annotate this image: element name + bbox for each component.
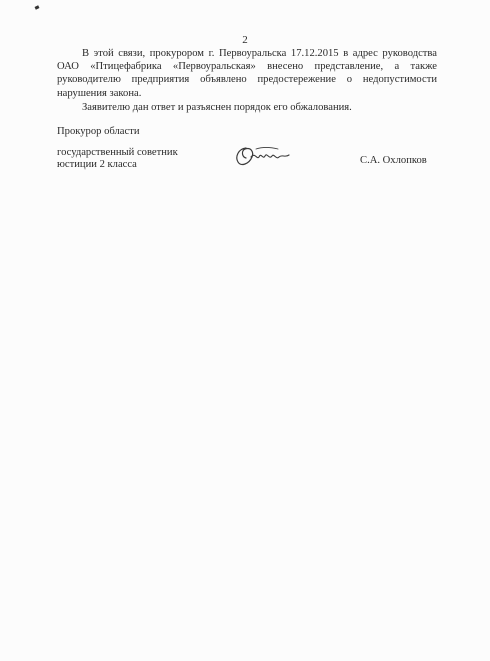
handwritten-signature (232, 143, 292, 169)
signatory-name: С.А. Охлопков (360, 155, 427, 166)
paragraph-response: Заявителю дан ответ и разъяснен порядок его обжалования. (82, 101, 352, 113)
paragraph-representation: В этой связи, прокурором г. Первоуральска 17.12.2015 в адрес руководства ОАО «Птицефабрика «Первоуральская» внесено представление, а также руководителю предприятия объявлено предостережение о недопустимости нарушения закона. (57, 48, 437, 99)
scan-mark (35, 5, 40, 9)
page-number: 2 (242, 34, 248, 46)
signatory-position: Прокурор области (57, 126, 140, 137)
signatory-rank (57, 147, 178, 170)
rank-line-2: юстиции 2 класса (57, 158, 137, 170)
rank-line-1: государственный советник (57, 147, 178, 158)
body-text (57, 47, 437, 114)
